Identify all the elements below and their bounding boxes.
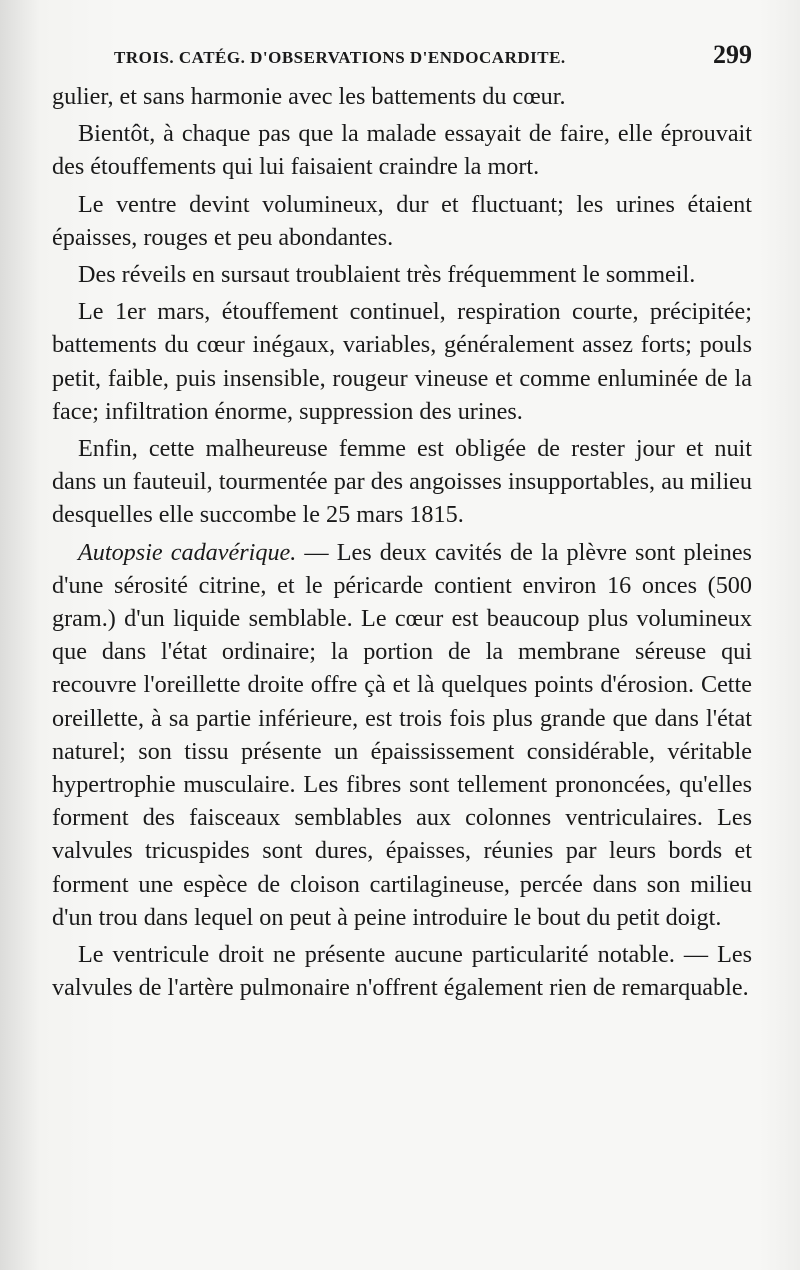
paragraph-death: Enfin, cette malheureuse femme est obligée de rester jour et nuit dans un fauteuil, tourmentée par des angoisses insupportables, au milieu desquelles elle succombe le 25 mars 1815. xyxy=(52,435,752,529)
page-number: 299 xyxy=(713,40,752,69)
page-body xyxy=(52,80,752,1008)
page-header xyxy=(114,40,752,74)
paragraph-sleep: Des réveils en sursaut troublaient très fréquemment le sommeil. xyxy=(78,261,696,289)
paragraph-suffocation: Bientôt, à chaque pas que la malade essayait de faire, elle éprouvait des étouffements qui lui faisaient craindre la mort. xyxy=(52,120,752,181)
paragraph-ventricle: Le ventricule droit ne présente aucune particularité notable. — Les valvules de l'artère pulmonaire n'offrent également rien de remarquable. xyxy=(52,941,752,1002)
paragraph-abdomen: Le ventre devint volumineux, dur et fluctuant; les urines étaient épaisses, rouges et peu abondantes. xyxy=(52,190,752,251)
autopsy-heading: Autopsie cadavérique. xyxy=(78,538,297,566)
running-head: TROIS. CATÉG. D'OBSERVATIONS D'ENDOCARDITE. xyxy=(114,48,566,67)
paragraph-autopsy xyxy=(52,536,752,934)
paragraph-march-first: Le 1er mars, étouffement continuel, respiration courte, précipitée; battements du cœur inégaux, variables, généralement assez forts; pouls petit, faible, puis insensible, rougeur vineuse et comme enluminée de la face; infiltration énorme, suppression des urines. xyxy=(52,298,752,425)
autopsy-text: — Les deux cavités de la plèvre sont pleines d'une sérosité citrine, et le péricarde contient environ 16 onces (500 gram.) d'un liquide semblable. Le cœur est beaucoup plus volumineux que dans l'état ordinaire; la portion de la membrane séreuse qui recouvre l'oreillette droite offre çà et là quelques points d'érosion. Cette oreillette, à sa partie inférieure, est trois fois plus grande que dans l'état naturel; son tissu présente un épaississement considérable, véritable hypertrophie musculaire. Les fibres sont tellement prononcées, qu'elles forment des faisceaux semblables aux colonnes ventriculaires. Les valvules tricuspides sont dures, épaisses, réunies par leurs bords et forment une espèce de cloison cartilagineuse, percée dans son milieu d'un trou dans lequel on peut à peine introduire le bout du petit doigt. xyxy=(52,538,752,931)
paragraph-continuation: gulier, et sans harmonie avec les battements du cœur. xyxy=(52,83,566,110)
